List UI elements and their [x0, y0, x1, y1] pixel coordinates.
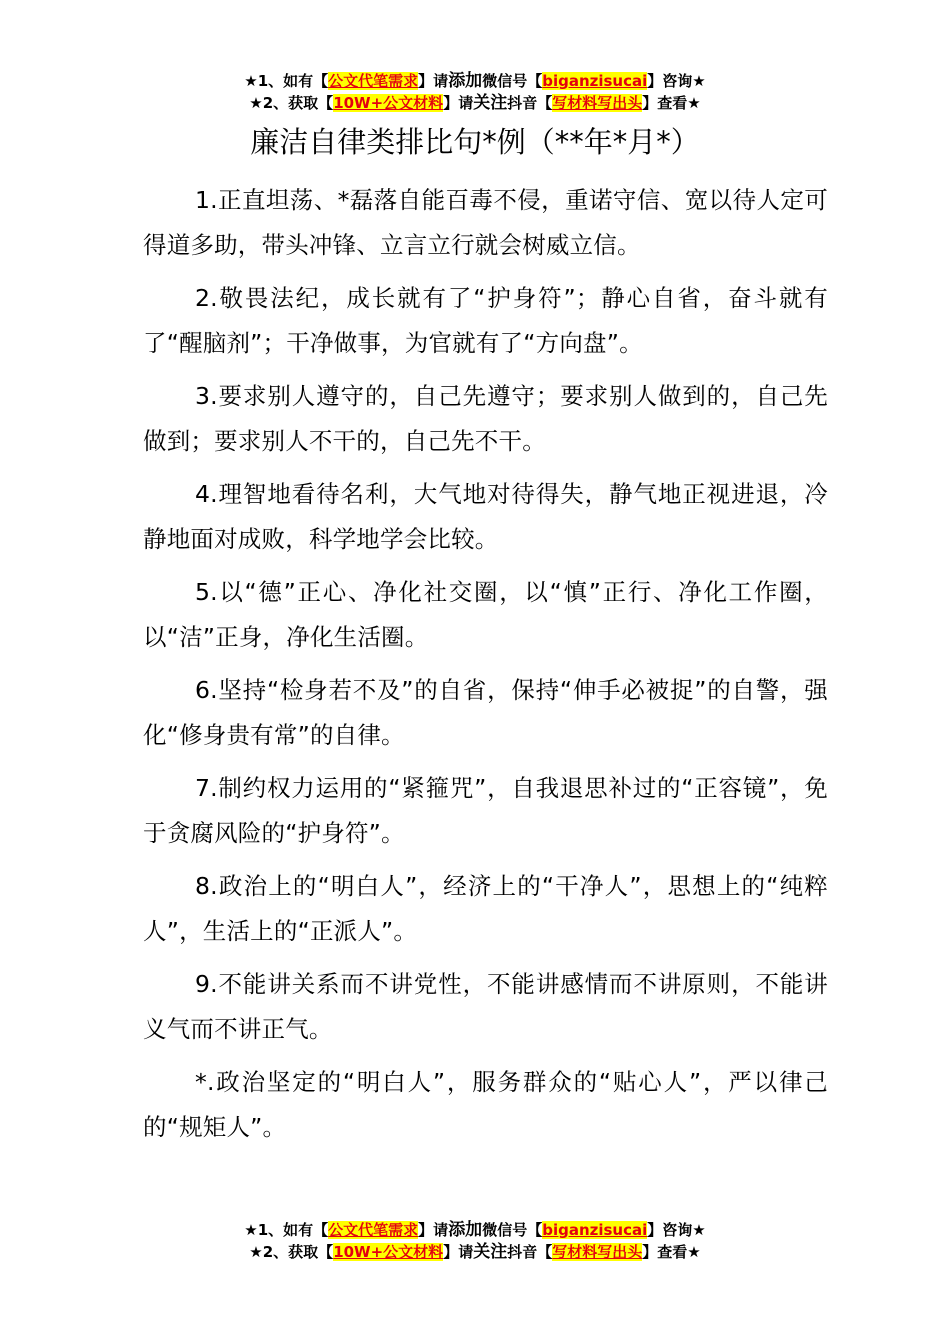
paragraph: 1.正直坦荡、*磊落自能百毒不侵，重诺守信、宽以待人定可得道多助，带头冲锋、立言立行就会树威立信。 — [143, 186, 828, 259]
highlight-douyin-account: 写材料写出头 — [552, 94, 643, 112]
paragraph: 5.以“德”正心、净化社交圈，以“慎”正行、净化工作圈，以“洁”正身，净化生活圈。 — [143, 578, 828, 651]
promo-line-1: ★1、如有【公文代笔需求】请添加微信号【biganzisucai】咨询★ — [244, 1220, 706, 1240]
highlight-materials: 10W+公文材料 — [333, 1243, 444, 1261]
star-icon: ★ — [249, 94, 263, 112]
star-icon: ★ — [244, 1221, 258, 1239]
document-body — [143, 178, 828, 1158]
paragraph: 2.敬畏法纪，成长就有了“护身符”；静心自省，奋斗就有了“醒脑剂”；干净做事，为官就有了“方向盘”。 — [143, 284, 828, 357]
promo-line-2: ★2、获取【10W+公文材料】请关注抖音【写材料写出头】查看★ — [249, 93, 701, 113]
document-title: 廉洁自律类排比句*例（**年*月*） — [250, 125, 700, 159]
highlight-wechat-id: biganzisucai — [542, 72, 648, 90]
paragraph: 7.制约权力运用的“紧箍咒”，自我退思补过的“正容镜”，免于贪腐风险的“护身符”。 — [143, 774, 828, 847]
paragraph: 6.坚持“检身若不及”的自省，保持“伸手必被捉”的自警，强化“修身贵有常”的自律。 — [143, 676, 828, 749]
paragraph: 9.不能讲关系而不讲党性，不能讲感情而不讲原则，不能讲义气而不讲正气。 — [143, 970, 828, 1043]
highlight-materials: 10W+公文材料 — [333, 94, 444, 112]
paragraph: *.政治坚定的“明白人”，服务群众的“贴心人”，严以律己的“规矩人”。 — [143, 1068, 828, 1141]
paragraph: 3.要求别人遵守的，自己先遵守；要求别人做到的，自己先做到；要求别人不干的，自己先不干。 — [143, 382, 828, 455]
promo-banner-bottom — [0, 1219, 950, 1263]
highlight-wechat-id: biganzisucai — [542, 1221, 648, 1239]
paragraph: 8.政治上的“明白人”，经济上的“干净人”，思想上的“纯粹人”，生活上的“正派人”。 — [143, 872, 828, 945]
star-icon: ★ — [244, 72, 258, 90]
promo-line-2: ★2、获取【10W+公文材料】请关注抖音【写材料写出头】查看★ — [249, 1242, 701, 1262]
promo-banner-top — [0, 70, 950, 114]
paragraph: 4.理智地看待名利，大气地对待得失，静气地正视进退，冷静地面对成败，科学地学会比较。 — [143, 480, 828, 553]
promo-line-1: ★1、如有【公文代笔需求】请添加微信号【biganzisucai】咨询★ — [244, 71, 706, 91]
highlight-service: 公文代笔需求 — [328, 72, 419, 90]
highlight-service: 公文代笔需求 — [328, 1221, 419, 1239]
highlight-douyin-account: 写材料写出头 — [552, 1243, 643, 1261]
star-icon: ★ — [249, 1243, 263, 1261]
